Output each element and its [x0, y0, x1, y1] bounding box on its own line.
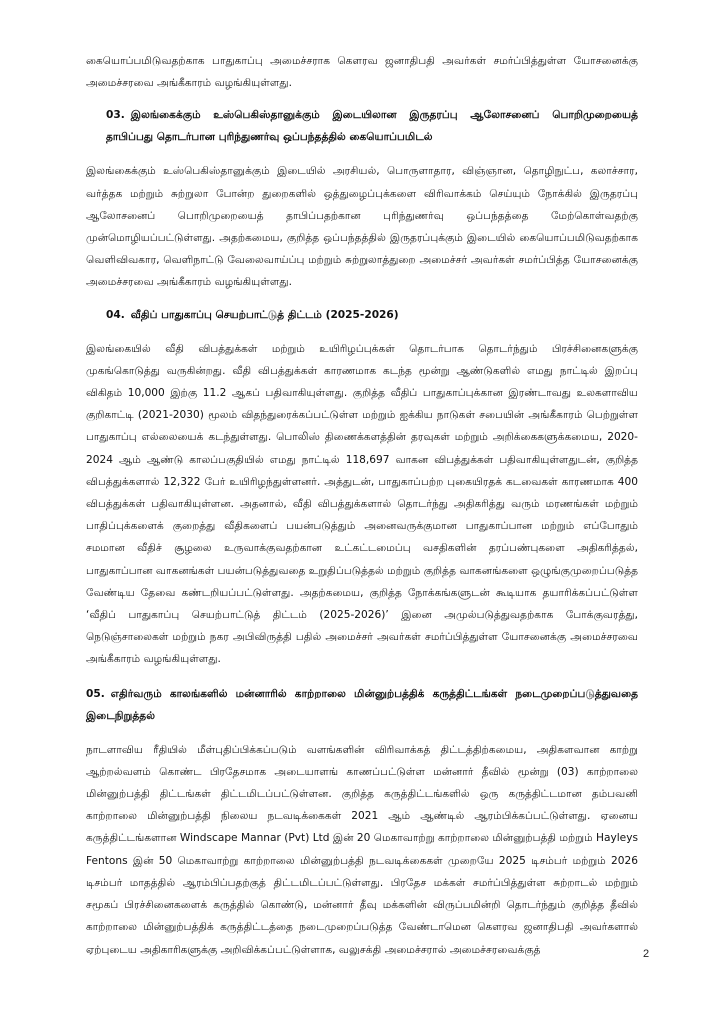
section-number: 04.: [106, 308, 125, 321]
section-03: [86, 104, 638, 293]
page-number: 2: [643, 948, 650, 960]
document-page: [86, 50, 638, 961]
section-body: இலங்கைக்கும் உஸ்பெகிஸ்தானுக்கும் இடையில் அரசியல், பொருளாதார, விஞ்ஞான, தொழிநுட்ப, கலாச்சார, வர்த்தக மற்றும் சுற்றுலா போன்ற துறைகளில் ஒத்துழைப்புக்களை விரிவாக்கம் செய்யும் நோக்கில் இருதரப்பு ஆலோசனைப் பொறிமுறையைத் தாபிப்பதற்கான புரிந்துணர்வு ஒப்பந்தத்தை மேற்கொள்வதற்கு முன்மொழியப்பட்டுள்ளது. அதற்கமைய, குறித்த ஒப்பந்தத்தில் இருதரப்புக்கும் இடையில் கையொப்பமிடுவதற்காக வெளிவிவகார, வெளிநாட்டு வேலைவாய்ப்பு மற்றும் சுற்றுலாத்துறை அமைச்சர் அவர்கள் சமர்ப்பித்த யோசனைக்கு அமைச்சரவை அங்கீகாரம் வழங்கியுள்ளது.: [86, 165, 638, 289]
section-body: நாடளாவிய ரீதியில் மீள்புதிப்பிக்கப்படும் வளங்களின் விரிவாக்கத் திட்டத்திற்கமைய, அதிகளவான காற்று ஆற்றல்வளம் கொண்ட பிரதேசமாக அடையாளங் காணப்பட்டுள்ள மன்னார் தீவில் மூன்று (03) காற்றாலை மின்னுற்பத்தி திட்டங்கள் திட்டமிடப்பட்டுள்ளன. குறித்த கருத்திட்டங்களில் ஒரு கருத்திட்டமான தம்பவனி காற்றாலை மின்னுற்பத்தி நிலைய நடவடிக்கைகள் 2021 ஆம் ஆண்டில் ஆரம்பிக்கப்பட்டுள்ளது. ஏனைய கருத்திட்டங்களான Windscape Mannar (Pvt) Ltd இன் 20 மெகாவாற்று காற்றாலை மின்னுற்பத்தி மற்றும் Hayleys Fentons இன் 50 மெகாவாற்று காற்றாலை மின்னுற்பத்தி நடவடிக்கைகள் முறையே 2025 டிசம்பர் மற்றும் 2026 டிசம்பர் மாதத்தில் ஆரம்பிப்பதற்குத் திட்டமிடப்பட்டுள்ளது. பிரதேச மக்கள் சமர்ப்பித்துள்ள சுற்றாடல் மற்றும் சமூகப் பிரச்சினைகளைக் கருத்தில் கொண்டு, மன்னார் தீவு மக்களின் விருப்பமின்றி தொடர்ந்தும் குறித்த தீவில் காற்றாலை மின்னுற்பத்திக் கருத்திட்டத்தை நடைமுறைப்படுத்த வேண்டாமென கௌரவ ஜனாதிபதி அவர்களால் ஏற்புடைய அதிகாரிகளுக்கு அறிவிக்கப்பட்டுள்ளாக, வலுசக்தி அமைச்சரால் அமைச்சரவைக்குத்: [86, 743, 638, 956]
section-number: 05.: [86, 687, 105, 700]
section-05: [86, 683, 638, 961]
section-heading: [86, 104, 638, 148]
section-title: வீதிப் பாதுகாப்பு செயற்பாட்டுத் திட்டம் (2025-2026): [130, 308, 399, 321]
section-heading: [86, 304, 638, 326]
section-title: எதிர்வரும் காலங்களில் மன்னாரில் காற்றாலை மின்னுற்பத்திக் கருத்திட்டங்கள் நடைமுறைப்படுத்துவதை இடைநிறுத்தல்: [86, 687, 638, 722]
section-heading: [86, 683, 638, 727]
section-title: இலங்கைக்கும் உஸ்பெகிஸ்தானுக்கும் இடையிலான இருதரப்பு ஆலோசனைப் பொறிமுறையைத் தாபிப்பது தொடர்பான புரிந்துணர்வு ஒப்பந்தத்தில் கையொப்பமிடல்: [106, 109, 638, 144]
section-number: 03.: [106, 109, 125, 122]
section-body: இலங்கையில் வீதி விபத்துக்கள் மற்றும் உயிரிழப்புக்கள் தொடர்பாக தொடர்ந்தும் பிரச்சினைகளுக்கு முகங்கொடுத்து வருகின்றது. வீதி விபத்துக்கள் காரணமாக கடந்த மூன்று ஆண்டுகளில் எமது நாட்டில் இறப்பு விகிதம் 10,000 இற்கு 11.2 ஆகப் பதிவாகியுள்ளது. குறித்த வீதிப் பாதுகாப்புக்கான இரண்டாவது உலகளாவிய குறிகாட்டி (2021-2030) மூலம் விதந்துரைக்கப்பட்டுள்ள மற்றும் ஐக்கிய நாடுகள் சபையின் அங்கீகாரம் பெற்றுள்ள பாதுகாப்பு எல்லையைக் கடந்துள்ளது. பொலிஸ் திணைக்களத்தின் தரவுகள் மற்றும் அறிக்கைகளுக்கமைய, 2020-2024 ஆம் ஆண்டு காலப்பகுதியில் எமது நாட்டில் 118,697 வாகன விபத்துக்கள் பதிவாகியுள்ளதுடன், குறித்த விபத்துக்களால் 12,322 பேர் உயிரிழந்துள்ளனர். அத்துடன், பாதுகாப்பற்ற புகையிரதக் கடவைகள் காரணமாக 400 விபத்துக்கள் பதிவாகியுள்ளன. அதனால், வீதி விபத்துக்களால் தொடர்ந்து அதிகரித்து வரும் மரணங்கள் மற்றும் பாதிப்புக்களைக் குறைத்து வீதிகளைப் பயன்படுத்தும் அனைவருக்குமான பாதுகாப்பான மற்றும் எப்போதும் சமமான வீதிச் சூழலை உருவாக்குவதற்கான உட்கட்டமைப்பு வசதிகளின் தரப்பண்புகளை அதிகரித்தல், பாதுகாப்பான வாகனங்கள் பயன்படுத்துவதை உறுதிப்படுத்தல் மற்றும் குறித்த வாகனங்களை ஒழுங்குமுறைப்படுத்த வேண்டிய தேவை கண்டறியப்பட்டுள்ளது. அதற்கமைய, குறித்த நோக்கங்களுடன் கூடியாக தயாரிக்கப்பட்டுள்ள ‘வீதிப் பாதுகாப்பு செயற்பாட்டுத் திட்டம் (2025-2026)’ இனை அமுல்படுத்துவதற்காக போக்குவரத்து, நெடுஞ்சாலைகள் மற்றும் நகர அபிவிருத்தி பதில் அமைச்சர் அவர்கள் சமர்ப்பித்துள்ள யோசனைக்கு அமைச்சரவை அங்கீகாரம் வழங்கியுள்ளது.: [86, 342, 638, 666]
intro-paragraph: கையொப்பமிடுவதற்காக பாதுகாப்பு அமைச்சராக கௌரவ ஜனாதிபதி அவர்கள் சமர்ப்பித்துள்ள யோசனைக்கு அமைச்சரவை அங்கீகாரம் வழங்கியுள்ளது.: [86, 55, 638, 90]
section-04: [86, 304, 638, 671]
